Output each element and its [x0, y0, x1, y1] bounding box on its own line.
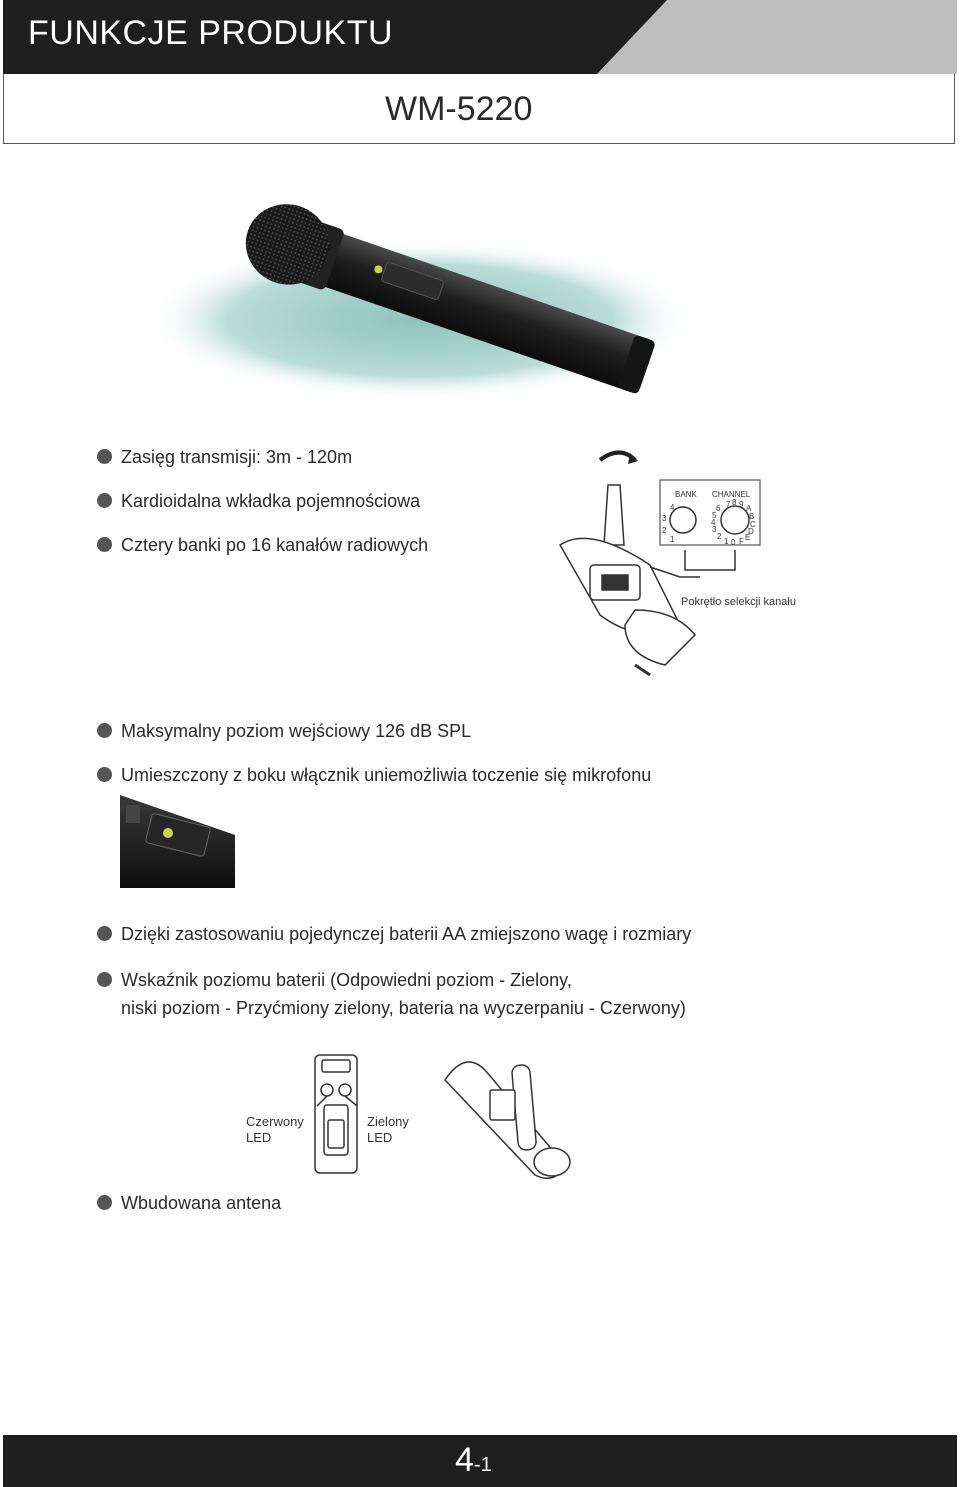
bullet-icon	[97, 926, 112, 941]
svg-text:B: B	[749, 512, 755, 521]
svg-text:C: C	[750, 520, 756, 529]
model-title: WM-5220	[385, 90, 533, 128]
feature-single-battery: Dzięki zastosowaniu pojedynczej baterii AA zmiejszono wagę i rozmiary	[97, 922, 691, 946]
svg-text:4: 4	[711, 518, 716, 527]
svg-text:3: 3	[712, 525, 717, 534]
bullet-icon	[97, 449, 112, 464]
feature-side-switch: Umieszczony z boku włącznik uniemożliwia toczenie się mikrofonu	[97, 763, 651, 787]
svg-text:2: 2	[717, 532, 722, 541]
bullet-icon	[97, 972, 112, 987]
red-led-label: Czerwony LED	[246, 1114, 304, 1145]
bullet-icon	[97, 767, 112, 782]
feature-capsule: Kardioidalna wkładka pojemnościowa	[97, 489, 420, 513]
channel-dial-illustration	[550, 445, 810, 695]
side-switch-closeup-image	[120, 795, 235, 888]
svg-text:E: E	[745, 533, 751, 542]
header-accent	[597, 0, 957, 74]
feature-max-input: Maksymalny poziom wejściowy 126 dB SPL	[97, 719, 471, 743]
dial-caption: Pokrętło selekcji kanału	[681, 596, 796, 608]
channel-label: CHANNEL	[712, 490, 751, 499]
svg-text:6: 6	[716, 504, 721, 513]
svg-text:4: 4	[670, 503, 675, 512]
svg-text:5: 5	[712, 511, 717, 520]
led-panel-illustration	[300, 1050, 600, 1180]
svg-text:7: 7	[726, 500, 731, 509]
page-number: 4-1	[455, 1441, 492, 1479]
svg-text:0: 0	[731, 538, 736, 547]
svg-text:A: A	[746, 504, 752, 513]
svg-text:F: F	[739, 537, 744, 546]
green-led-label: Zielony LED	[367, 1114, 409, 1145]
bullet-icon	[97, 493, 112, 508]
svg-text:9: 9	[739, 500, 744, 509]
red-led-icon	[321, 1084, 333, 1096]
svg-text:2: 2	[662, 526, 667, 535]
bullet-icon	[97, 723, 112, 738]
green-led-icon	[339, 1084, 351, 1096]
feature-antenna: Wbudowana antena	[97, 1191, 281, 1215]
feature-battery-indicator: Wskaźnik poziomu baterii (Odpowiedni poziom - Zielony, niski poziom - Przyćmiony zielony, bateria na wyczerpaniu - Czerwony)	[97, 966, 686, 1022]
page-title: FUNKCJE PRODUKTU	[28, 14, 394, 52]
svg-text:1: 1	[670, 535, 675, 544]
bullet-icon	[97, 537, 112, 552]
feature-transmission-range: Zasięg transmisji: 3m - 120m	[97, 445, 352, 469]
feature-banks-channels: Cztery banki po 16 kanałów radiowych	[97, 533, 428, 557]
svg-text:3: 3	[662, 514, 667, 523]
svg-text:8: 8	[732, 498, 737, 507]
bank-label: BANK	[675, 490, 697, 499]
microphone-hero-image	[140, 170, 700, 410]
svg-text:1: 1	[724, 537, 729, 546]
svg-text:D: D	[748, 527, 754, 536]
bullet-icon	[97, 1195, 112, 1210]
